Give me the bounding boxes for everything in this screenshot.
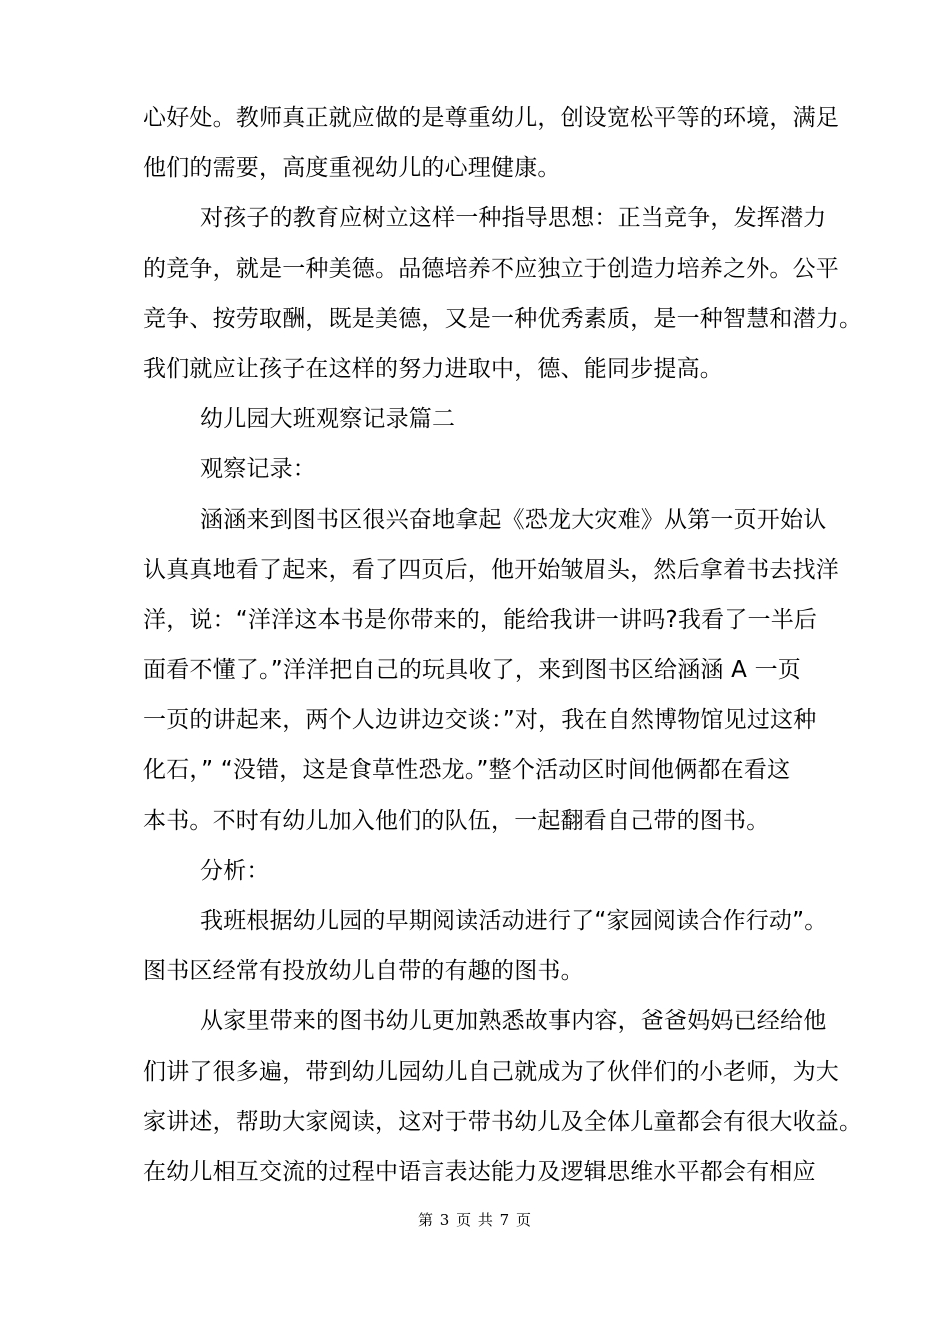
text-line: 竞争、按劳取酬，既是美德，又是一种优秀素质，是一种智慧和潜力。 xyxy=(143,305,863,332)
text-line: 我们就应让孩子在这样的努力进取中，德、能同步提高。 xyxy=(143,355,723,382)
text-line: 一页的讲起来，两个人边讲边交谈：”对，我在自然博物馆见过这种 xyxy=(143,707,817,734)
subsection-heading-observation: 观察记录： xyxy=(200,456,316,483)
text-line: 面看不懂了。”洋洋把自己的玩具收了，来到图书区给涵涵 A 一页 xyxy=(143,657,801,684)
paragraph-start-line: 从家里带来的图书幼儿更加熟悉故事内容，爸爸妈妈已经给他 xyxy=(200,1008,827,1035)
text-line: 家讲述，帮助大家阅读，这对于带书幼儿及全体儿童都会有很大收益。 xyxy=(143,1108,863,1135)
text-line: 认真真地看了起来，看了四页后，他开始皱眉头，然后拿着书去找洋 xyxy=(143,556,839,583)
text-line: 本书。不时有幼儿加入他们的队伍，一起翻看自己带的图书。 xyxy=(143,807,770,834)
paragraph-start-line: 涵涵来到图书区很兴奋地拿起《恐龙大灾难》从第一页开始认 xyxy=(200,506,827,533)
text-line: 化石，” “没错，这是食草性恐龙。”整个活动区时间他俩都在看这 xyxy=(143,757,791,784)
text-line: 在幼儿相互交流的过程中语言表达能力及逻辑思维水平都会有相应 xyxy=(143,1158,816,1185)
text-line: 们讲了很多遍，带到幼儿园幼儿自己就成为了伙伴们的小老师，为大 xyxy=(143,1058,839,1085)
text-line: 洋，说：“洋洋这本书是你带来的，能给我讲一讲吗?我看了一半后 xyxy=(143,606,818,633)
paragraph-start-line: 对孩子的教育应树立这样一种指导思想：正当竞争，发挥潜力 xyxy=(200,205,827,232)
text-line: 心好处。教师真正就应做的是尊重幼儿，创设宽松平等的环境，满足 xyxy=(143,105,839,131)
page-number-footer: 第 3 页 共 7 页 xyxy=(418,1211,532,1229)
text-line: 他们的需要，高度重视幼儿的心理健康。 xyxy=(143,155,561,182)
paragraph-start-line: 我班根据幼儿园的早期阅读活动进行了“家园阅读合作行动”。 xyxy=(200,908,828,934)
document-body xyxy=(143,93,863,1197)
text-line: 的竞争，就是一种美德。品德培养不应独立于创造力培养之外。公平 xyxy=(143,255,839,282)
subsection-heading-analysis: 分析： xyxy=(200,857,270,884)
text-line: 图书区经常有投放幼儿自带的有趣的图书。 xyxy=(143,958,584,985)
section-heading: 幼儿园大班观察记录篇二 xyxy=(200,406,456,433)
